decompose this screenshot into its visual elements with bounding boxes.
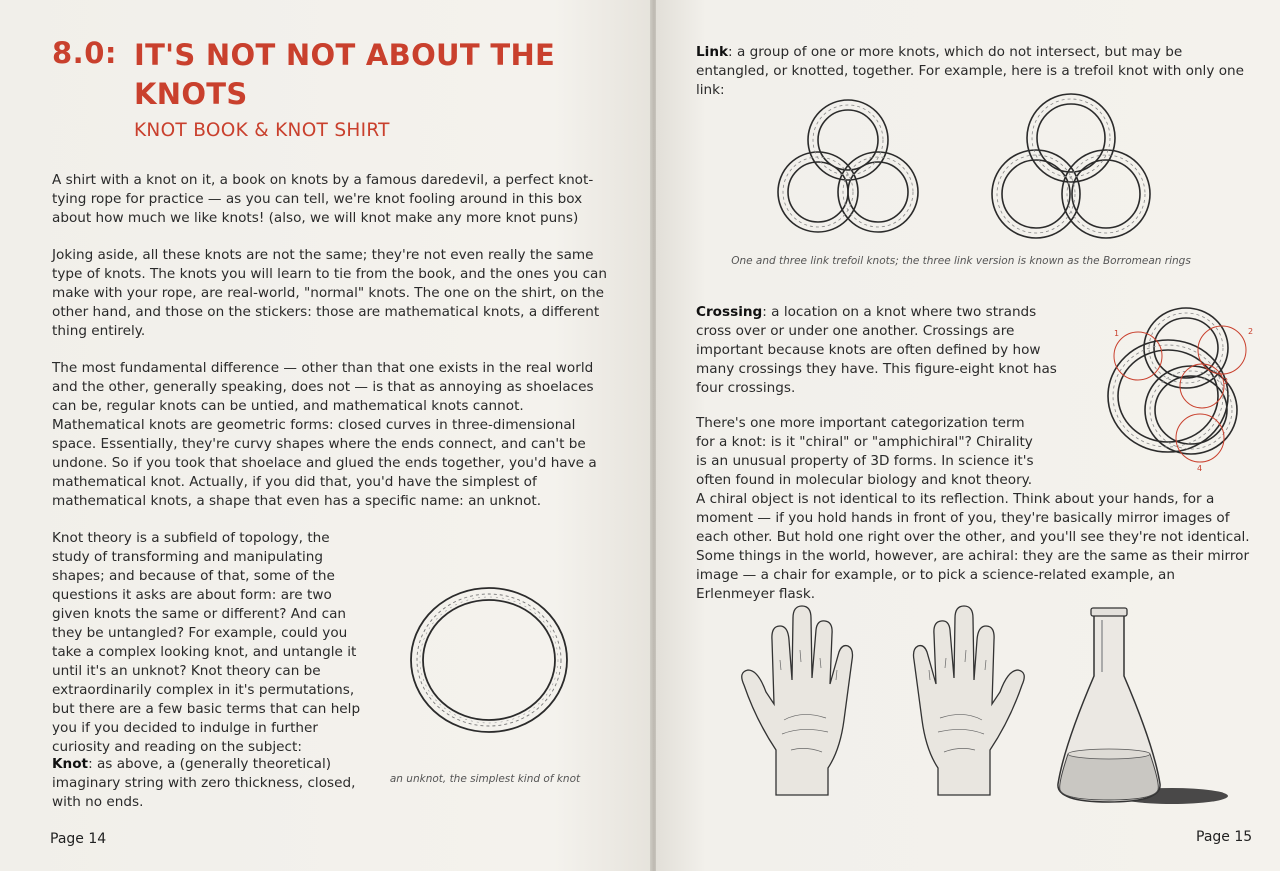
paragraph-joking-aside: Joking aside, all these knots are not the same; they're not even really the same type of knots. The knots you will learn to tie from the book, and the ones you can make with your rope, are real-world, "normal" knots. The one on the shirt, on the other hand, and those on the stickers: those are mathematical knots, a different thing entirely. bbox=[52, 247, 608, 339]
unknot-caption: an unknot, the simplest kind of knot bbox=[389, 773, 581, 785]
right-hand-illustration bbox=[900, 600, 1030, 810]
definition-crossing bbox=[696, 303, 1062, 398]
crossing-label-4: 4 bbox=[1197, 464, 1203, 473]
term-link: Link bbox=[696, 44, 729, 60]
paragraph-chirality: There's one more important categorization term for a knot: is it "chiral" or "amphichiral"? Chirality is an unusual property of 3D forms. In science it's often found in molecular biology and knot theory. A chiral object is not identical to its reflection. Think about your hands, for a moment — if you hold hands in front of you, they're basically mirror images of each other. But hold one right over the other, and you'll see they're not identical. Some things in the world, however, are achiral: they are the same as their mirror image — a chair for example, or to pick a science-related example, an Erlenmeyer flask. bbox=[696, 415, 1250, 602]
paragraph-knot-theory: Knot theory is a subfield of topology, the study of transforming and manipulating shapes; and because of that, some of the questions it asks are about form: are two given knots the same or different? And can they be untangled? For example, could you take a complex looking knot, and untangle it until it's an unknot? Knot theory can be extraordinarily complex in it's permutations, but there are a few basic terms that can help you if you decided to indulge in further curiosity and reading on the subject: bbox=[52, 530, 361, 755]
paragraph-intro: A shirt with a knot on it, a book on knots by a famous daredevil, a perfect knot-tying rope for practice — as you can tell, we're knot fooling around in this box about how much we like knots! (also, we will knot make any more knot puns) bbox=[52, 172, 594, 226]
definition-knot bbox=[52, 755, 364, 812]
left-hand-illustration bbox=[736, 600, 866, 810]
term-knot: Knot bbox=[52, 756, 89, 772]
section-number: 8.0: bbox=[52, 36, 117, 70]
page-number-right: Page 15 bbox=[1196, 829, 1253, 845]
definition-link-text: : a group of one or more knots, which do not intersect, but may be entangled, or knotted, together. For example, here is a trefoil knot with only one link: bbox=[696, 44, 1244, 98]
crossing-label-1: 1 bbox=[1114, 329, 1120, 338]
term-crossing: Crossing bbox=[696, 304, 763, 320]
page-15 bbox=[656, 0, 1280, 871]
unknot-illustration bbox=[405, 580, 575, 740]
chapter-title: IT'S NOT NOT ABOUT THE KNOTS bbox=[134, 38, 556, 111]
definition-knot-text: : as above, a (generally theoretical) imaginary string with zero thickness, closed, with no ends. bbox=[52, 756, 356, 810]
paragraph-fundamental-difference: The most fundamental difference — other than that one exists in the real world and the other, generally speaking, does not — is that as annoying as shoelaces can be, regular knots can be untied, and mathematical knots cannot. Mathematical knots are geometric forms: closed curves in three-dimensional space. Essentially, they're curvy shapes where the ends connect, and can't be undone. So if you took that shoelace and glued the ends together, you'd have a mathematical knot. Actually, if you did that, you'd have the simplest of mathematical knots, a shape that even has a specific name: an unknot. bbox=[52, 360, 597, 509]
crossing-label-3: 3 bbox=[1223, 377, 1229, 386]
erlenmeyer-flask-illustration bbox=[1054, 606, 1234, 811]
trefoil-knot-illustration bbox=[768, 88, 928, 248]
chapter-subtitle: KNOT BOOK & KNOT SHIRT bbox=[134, 120, 390, 141]
crossing-label-2: 2 bbox=[1248, 327, 1254, 336]
borromean-rings-illustration bbox=[986, 88, 1156, 248]
definition-crossing-text: : a location on a knot where two strands cross over or under one another. Crossings are important because knots are often defined by how many crossings they have. This figure-eight knot has four crossings. bbox=[696, 304, 1057, 396]
link-caption: One and three link trefoil knots; the three link version is known as the Borromean rings bbox=[731, 255, 1191, 267]
page-number-left: Page 14 bbox=[50, 831, 107, 847]
